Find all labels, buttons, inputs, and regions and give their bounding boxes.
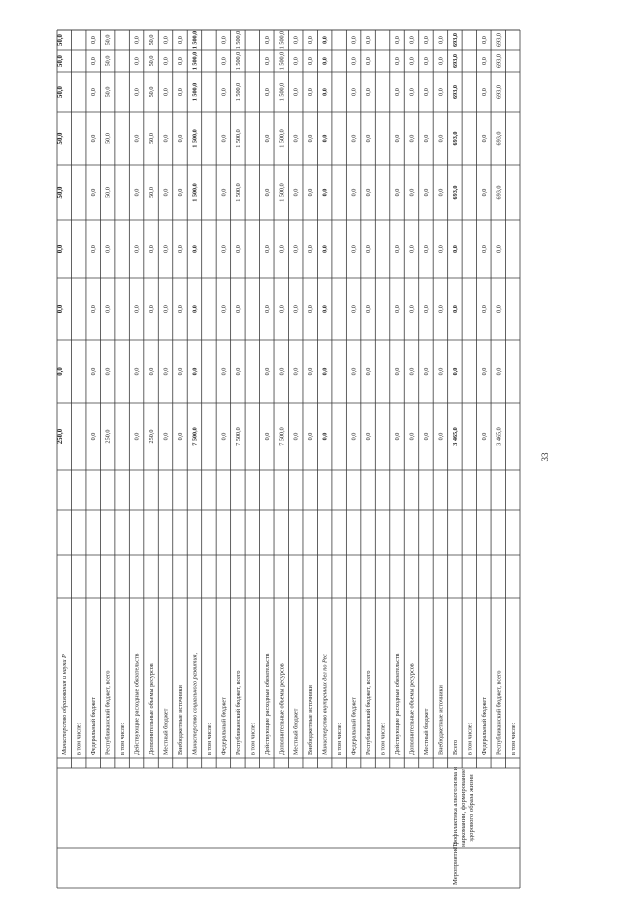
cell-value: 0,0	[220, 367, 228, 376]
row-label: Федеральный бюджет	[480, 697, 488, 755]
cell-value: 0,0	[90, 134, 98, 143]
row-label: Всего	[451, 739, 459, 755]
cell-value: 1 500,0	[191, 82, 199, 102]
cell-value: 693,0	[451, 33, 459, 47]
cell-value: 0,0	[437, 305, 445, 313]
cell-value: 0,0	[350, 367, 358, 376]
cell-value: 0,0	[176, 245, 184, 253]
cell-value: 7 500,0	[278, 427, 286, 446]
cell-value: 1 500,0	[191, 183, 199, 202]
cell-value: 0,0	[263, 245, 271, 253]
cell-value: 0,0	[278, 245, 286, 253]
cell-value: 0,0	[220, 134, 228, 143]
cell-value: 0,0	[220, 245, 228, 253]
row-label: Действующие расходные обязательств	[394, 653, 402, 755]
page-number: 33	[540, 452, 550, 462]
cell-value: 0,0	[408, 245, 416, 253]
cell-value: 0,0	[437, 36, 445, 44]
cell-value: 0,0	[148, 305, 156, 313]
row-label: в том числе:	[205, 722, 213, 755]
row-label: в том числе:	[119, 722, 127, 755]
cell-value: 0,0	[133, 188, 141, 197]
cell-value: 0,0	[365, 305, 373, 313]
cell-value: 0,0	[408, 88, 416, 96]
cell-value: 0,0	[176, 367, 184, 376]
row-label: Дополнительные объемы ресурсов	[408, 663, 416, 755]
cell-value: 0,0	[263, 57, 271, 65]
cell-value: 0,0	[350, 57, 358, 65]
row-label: Республиканский бюджет, всего	[365, 670, 373, 755]
cell-value: 0,0	[220, 432, 228, 441]
cell-value: 0,0	[162, 57, 170, 65]
cell-value: 0,0	[90, 245, 98, 253]
cell-value: 0,0	[263, 134, 271, 143]
cell-value: 0,0	[263, 367, 271, 376]
cell-value: 0,0	[350, 305, 358, 313]
cell-value: 0,0	[191, 367, 199, 376]
cell-value: 0,0	[191, 305, 199, 313]
row-label: в том числе:	[249, 722, 257, 755]
cell-value: 1 500,0	[278, 30, 286, 50]
cell-value: 0,0	[133, 245, 141, 253]
cell-value: 0,0	[90, 188, 98, 197]
cell-value: 0,0	[408, 57, 416, 65]
cell-value: 0,0	[292, 188, 300, 197]
cell-value: 50,0	[148, 55, 156, 67]
cell-value: 0,0	[350, 245, 358, 253]
cell-value: 0,0	[437, 134, 445, 143]
cell-value: 3 465,0	[451, 427, 459, 446]
cell-value: 1 500,0	[191, 51, 199, 71]
cell-value: 0,0	[422, 432, 430, 441]
cell-value: 0,0	[408, 305, 416, 313]
cell-value: 0,0	[162, 367, 170, 376]
cell-value: 0,0	[480, 367, 488, 376]
cell-value: 0,0	[234, 245, 242, 253]
cell-value: 0,0	[148, 367, 156, 376]
cell-value: 0,0	[234, 367, 242, 376]
cell-value: 693,0	[495, 185, 503, 200]
cell-value: 0,0	[365, 36, 373, 44]
cell-value: 0,0	[307, 88, 315, 96]
cell-value: 0,0	[220, 188, 228, 197]
cell-value: 0,0	[321, 88, 329, 96]
cell-value: 0,0	[292, 88, 300, 96]
cell-value: 0,0	[350, 36, 358, 44]
cell-value: 0,0	[90, 36, 98, 44]
cell-value: 0,0	[292, 57, 300, 65]
row-label: Местный бюджет	[292, 708, 300, 755]
cell-value: 0,0	[365, 367, 373, 376]
cell-value: 0,0	[365, 432, 373, 441]
cell-value: 0,0	[133, 305, 141, 313]
row-label: Действующие расходные обязательств	[133, 653, 141, 755]
year-header-value: 50,0	[57, 86, 64, 98]
cell-value: 0,0	[307, 367, 315, 376]
cell-value: 0,0	[394, 367, 402, 376]
cell-value: 0,0	[495, 245, 503, 253]
cell-value: 0,0	[408, 134, 416, 143]
year-header-value: 50,0	[57, 132, 64, 145]
cell-value: 1 500,0	[191, 129, 199, 148]
cell-value: 0,0	[234, 305, 242, 313]
cell-value: 0,0	[350, 432, 358, 441]
row-label: Федеральный бюджет	[90, 697, 98, 755]
year-header-value: 0,0	[57, 244, 64, 254]
cell-value: 0,0	[104, 367, 112, 376]
cell-value: 0,0	[321, 57, 329, 65]
row-label: Дополнительные объемы ресурсов	[148, 663, 156, 755]
cell-value: 50,0	[148, 86, 156, 98]
cell-value: 0,0	[191, 245, 199, 253]
cell-value: 0,0	[133, 432, 141, 441]
cell-value: 0,0	[220, 305, 228, 313]
cell-value: 0,0	[422, 188, 430, 197]
cell-value: 0,0	[176, 188, 184, 197]
cell-value: 0,0	[133, 134, 141, 143]
row-label: в том числе:	[75, 722, 83, 755]
cell-value: 0,0	[292, 432, 300, 441]
cell-value: 0,0	[278, 305, 286, 313]
cell-value: 0,0	[480, 432, 488, 441]
cell-value: 0,0	[133, 88, 141, 96]
cell-value: 0,0	[176, 134, 184, 143]
cell-value: 0,0	[307, 57, 315, 65]
row-label: Республиканский бюджет, всего	[104, 670, 112, 755]
cell-value: 0,0	[394, 57, 402, 65]
cell-value: 0,0	[437, 188, 445, 197]
cell-value: 50,0	[148, 34, 156, 46]
cell-value: 50,0	[148, 187, 156, 198]
row-label: Министерство образования и науки Р	[61, 654, 69, 755]
cell-value: 0,0	[495, 305, 503, 313]
cell-value: 1 500,0	[278, 82, 286, 102]
cell-value: 50,0	[104, 133, 112, 144]
cell-value: 0,0	[408, 432, 416, 441]
cell-value: 0,0	[365, 88, 373, 96]
measure-code: Мероприятие 3	[451, 842, 459, 885]
cell-value: 693,0	[451, 85, 459, 99]
cell-value: 693,0	[495, 131, 503, 146]
cell-value: 7 500,0	[191, 427, 199, 446]
cell-value: 1 500,0	[278, 51, 286, 71]
cell-value: 0,0	[321, 432, 329, 441]
cell-value: 693,0	[451, 131, 459, 146]
cell-value: 0,0	[220, 88, 228, 96]
cell-value: 0,0	[422, 367, 430, 376]
cell-value: 0,0	[408, 36, 416, 44]
cell-value: 0,0	[451, 305, 459, 313]
row-label: Министерство внутренних дел по Рес	[321, 653, 329, 755]
cell-value: 0,0	[480, 305, 488, 313]
cell-value: 0,0	[394, 305, 402, 313]
cell-value: 0,0	[408, 188, 416, 197]
cell-value: 0,0	[90, 305, 98, 313]
row-label: Республиканский бюджет, всего	[234, 670, 242, 755]
cell-value: 0,0	[365, 57, 373, 65]
cell-value: 0,0	[90, 57, 98, 65]
cell-value: 0,0	[321, 134, 329, 143]
cell-value: 0,0	[307, 432, 315, 441]
cell-value: 0,0	[133, 367, 141, 376]
cell-value: 0,0	[307, 36, 315, 44]
year-header-value: 250,0	[57, 428, 64, 445]
year-header-value: 50,0	[57, 55, 64, 67]
row-label: Внебюджетные источники	[307, 685, 315, 755]
cell-value: 0,0	[437, 245, 445, 253]
cell-value: 0,0	[350, 88, 358, 96]
cell-value: 1 500,0	[234, 51, 242, 71]
cell-value: 693,0	[451, 54, 459, 68]
cell-value: 0,0	[480, 88, 488, 96]
year-header-value: 50,0	[57, 34, 64, 46]
row-label: в том числе:	[379, 722, 387, 755]
year-header-value: 0,0	[57, 304, 64, 314]
year-header-value: 50,0	[57, 186, 64, 199]
cell-value: 0,0	[292, 36, 300, 44]
cell-value: 0,0	[292, 367, 300, 376]
cell-value: 0,0	[307, 245, 315, 253]
cell-value: 0,0	[422, 88, 430, 96]
cell-value: 0,0	[394, 36, 402, 44]
cell-value: 0,0	[394, 432, 402, 441]
measure-title: Профилактика алкоголизма и	[451, 766, 459, 850]
cell-value: 693,0	[451, 185, 459, 200]
measure-title: наркомании, формирование	[459, 769, 467, 847]
cell-value: 0,0	[278, 367, 286, 376]
cell-value: 0,0	[307, 305, 315, 313]
cell-value: 0,0	[176, 57, 184, 65]
cell-value: 0,0	[148, 245, 156, 253]
cell-value: 0,0	[263, 88, 271, 96]
cell-value: 0,0	[437, 88, 445, 96]
cell-value: 693,0	[495, 85, 503, 99]
cell-value: 1 500,0	[234, 129, 242, 148]
cell-value: 0,0	[480, 188, 488, 197]
cell-value: 0,0	[422, 36, 430, 44]
cell-value: 0,0	[162, 36, 170, 44]
cell-value: 1 500,0	[234, 82, 242, 102]
cell-value: 0,0	[90, 367, 98, 376]
cell-value: 0,0	[480, 36, 488, 44]
row-label: Дополнительные объемы ресурсов	[278, 663, 286, 755]
cell-value: 3 465,0	[495, 427, 503, 446]
cell-value: 0,0	[90, 432, 98, 441]
cell-value: 0,0	[408, 367, 416, 376]
cell-value: 0,0	[480, 57, 488, 65]
row-label: Республиканский бюджет, всего	[495, 670, 503, 755]
cell-value: 0,0	[162, 188, 170, 197]
row-label: в том числе:	[336, 722, 344, 755]
row-label: Внебюджетные источники	[437, 685, 445, 755]
cell-value: 0,0	[162, 88, 170, 96]
cell-value: 0,0	[437, 57, 445, 65]
cell-value: 0,0	[394, 245, 402, 253]
cell-value: 0,0	[365, 188, 373, 197]
cell-value: 693,0	[495, 33, 503, 47]
row-label: в том числе:	[466, 722, 474, 755]
cell-value: 0,0	[422, 57, 430, 65]
row-label: Министерство социального развития,	[191, 653, 199, 755]
cell-value: 0,0	[394, 134, 402, 143]
cell-value: 0,0	[321, 305, 329, 313]
cell-value: 0,0	[480, 245, 488, 253]
cell-value: 50,0	[104, 187, 112, 198]
cell-value: 0,0	[133, 36, 141, 44]
cell-value: 0,0	[365, 134, 373, 143]
cell-value: 0,0	[162, 134, 170, 143]
cell-value: 1 500,0	[234, 183, 242, 202]
cell-value: 0,0	[133, 57, 141, 65]
cell-value: 0,0	[451, 367, 459, 376]
cell-value: 0,0	[162, 432, 170, 441]
cell-value: 50,0	[104, 55, 112, 67]
cell-value: 0,0	[263, 432, 271, 441]
cell-value: 250,0	[148, 429, 156, 444]
cell-value: 693,0	[495, 54, 503, 68]
cell-value: 0,0	[350, 188, 358, 197]
cell-value: 7 500,0	[234, 427, 242, 446]
cell-value: 0,0	[176, 305, 184, 313]
cell-value: 1 500,0	[278, 129, 286, 148]
cell-value: 0,0	[220, 36, 228, 44]
cell-value: 1 500,0	[278, 183, 286, 202]
cell-value: 0,0	[263, 36, 271, 44]
cell-value: 50,0	[148, 133, 156, 144]
measure-title: здорового образа жизни	[467, 774, 475, 842]
cell-value: 0,0	[307, 188, 315, 197]
cell-value: 250,0	[104, 429, 112, 444]
cell-value: 0,0	[321, 245, 329, 253]
cell-value: 0,0	[292, 245, 300, 253]
cell-value: 0,0	[176, 432, 184, 441]
cell-value: 0,0	[321, 367, 329, 376]
cell-value: 0,0	[394, 188, 402, 197]
cell-value: 0,0	[321, 36, 329, 44]
cell-value: 0,0	[162, 305, 170, 313]
cell-value: 0,0	[437, 432, 445, 441]
cell-value: 0,0	[220, 57, 228, 65]
cell-value: 1 500,0	[234, 30, 242, 50]
row-label: Федеральный бюджет	[220, 697, 228, 755]
row-label: в том числе:	[509, 722, 517, 755]
cell-value: 50,0	[104, 86, 112, 98]
row-label: Действующие расходные обязательств	[263, 653, 271, 755]
cell-value: 0,0	[162, 245, 170, 253]
cell-value: 0,0	[307, 134, 315, 143]
cell-value: 0,0	[365, 245, 373, 253]
cell-value: 0,0	[422, 134, 430, 143]
cell-value: 0,0	[394, 88, 402, 96]
cell-value: 50,0	[104, 34, 112, 46]
cell-value: 0,0	[437, 367, 445, 376]
cell-value: 0,0	[495, 367, 503, 376]
cell-value: 0,0	[104, 305, 112, 313]
cell-value: 0,0	[104, 245, 112, 253]
cell-value: 0,0	[350, 134, 358, 143]
cell-value: 0,0	[480, 134, 488, 143]
row-label: Местный бюджет	[162, 708, 170, 755]
cell-value: 0,0	[292, 305, 300, 313]
cell-value: 0,0	[263, 188, 271, 197]
cell-value: 0,0	[422, 245, 430, 253]
cell-value: 0,0	[422, 305, 430, 313]
year-header-value: 0,0	[57, 367, 64, 376]
cell-value: 0,0	[90, 88, 98, 96]
row-label: Федеральный бюджет	[350, 697, 358, 755]
cell-value: 0,0	[176, 88, 184, 96]
cell-value: 0,0	[176, 36, 184, 44]
cell-value: 0,0	[292, 134, 300, 143]
row-label: Местный бюджет	[422, 708, 430, 755]
cell-value: 0,0	[451, 245, 459, 253]
cell-value: 0,0	[321, 188, 329, 197]
row-label: Внебюджетные источники	[176, 685, 184, 755]
cell-value: 1 500,0	[191, 30, 199, 50]
cell-value: 0,0	[263, 305, 271, 313]
